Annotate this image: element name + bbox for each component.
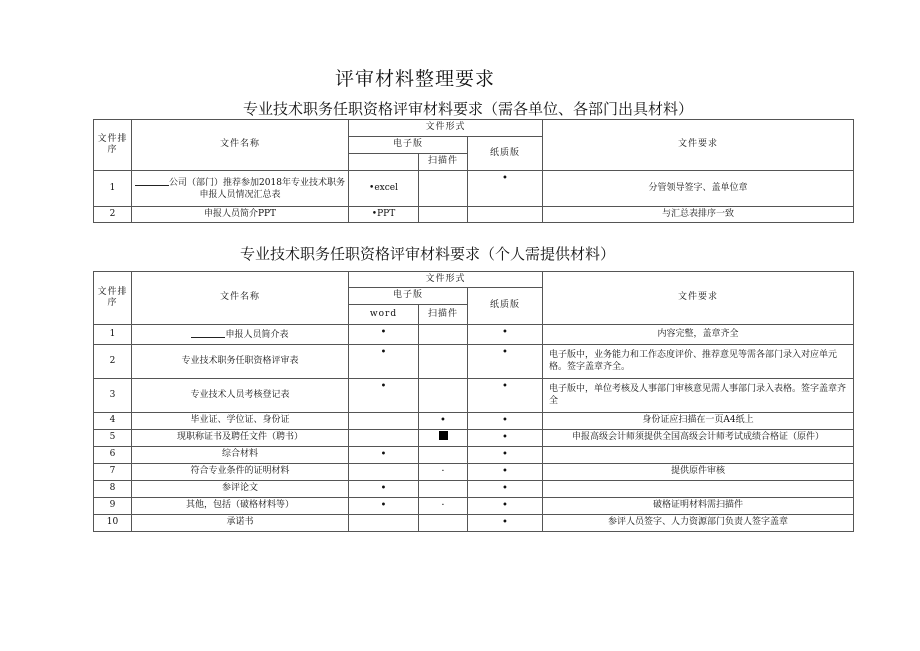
- table-row: [94, 345, 854, 379]
- row-scan: [419, 379, 468, 413]
- row-requirement: 分管领导签字、盖单位章: [543, 171, 854, 207]
- row-paper: •: [468, 481, 543, 498]
- header-seq: 文件排序: [94, 272, 132, 325]
- table-row: [94, 515, 854, 532]
- row-number: 2: [94, 207, 132, 223]
- row-paper: •: [468, 447, 543, 464]
- row-file-name: 综合材料: [132, 447, 349, 464]
- row-file-name: 申报人员简介表: [132, 325, 349, 345]
- row-requirement: 身份证应扫描在一页A4纸上: [543, 413, 854, 430]
- row-file-name: 其他，包括（破格材料等）: [132, 498, 349, 515]
- row-word: [349, 464, 419, 481]
- header-scan: 扫描件: [419, 305, 468, 325]
- row-number: 10: [94, 515, 132, 532]
- row-requirement: 电子版中，单位考核及人事部门审核意见需人事部门录入表格。签字盖章齐全: [543, 379, 854, 413]
- personal-materials-table: [93, 271, 854, 532]
- row-scan: [419, 207, 468, 223]
- row-file-name: 毕业证、学位证、身份证: [132, 413, 349, 430]
- fill-blank: [191, 328, 225, 338]
- row-scan: [419, 345, 468, 379]
- table-row: [94, 430, 854, 447]
- row-number: 5: [94, 430, 132, 447]
- row-paper: •: [468, 413, 543, 430]
- row-number: 2: [94, 345, 132, 379]
- row-word: •: [349, 481, 419, 498]
- filled-square-marker: [439, 431, 448, 440]
- table-row: [94, 379, 854, 413]
- row-number: 1: [94, 325, 132, 345]
- row-file-name: 现职称证书及聘任文件（聘书）: [132, 430, 349, 447]
- row-requirement: 参评人员签字、人力资源部门负责人签字盖章: [543, 515, 854, 532]
- row-requirement: 申报高级会计师须提供全国高级会计师考试成绩合格证（原件）: [543, 430, 854, 447]
- row-file-name: 符合专业条件的证明材料: [132, 464, 349, 481]
- header-electronic-blank: [349, 154, 419, 171]
- row-number: 1: [94, 171, 132, 207]
- row-paper: [468, 207, 543, 223]
- header-file-name: 文件名称: [132, 120, 349, 171]
- header-word: word: [349, 305, 419, 325]
- row-scan: ·: [419, 498, 468, 515]
- header-seq: 文件排序: [94, 120, 132, 171]
- row-file-name: 公司（部门）推荐参加2018年专业技术职务申报人员情况汇总表: [132, 171, 349, 207]
- header-file-req: 文件要求: [543, 272, 854, 325]
- row-paper: •: [468, 430, 543, 447]
- row-word: [349, 515, 419, 532]
- header-electronic: 电子版: [349, 137, 468, 154]
- row-number: 7: [94, 464, 132, 481]
- header-electronic: 电子版: [349, 288, 468, 305]
- header-scan: 扫描件: [419, 154, 468, 171]
- row-requirement: 内容完整，盖章齐全: [543, 325, 854, 345]
- header-file-form: 文件形式: [349, 120, 543, 137]
- row-scan: [419, 430, 468, 447]
- row-file-name: 参评论文: [132, 481, 349, 498]
- table-row: [94, 413, 854, 430]
- row-scan: [419, 447, 468, 464]
- row-requirement: 电子版中，业务能力和工作态度评价、推荐意见等需各部门录入对应单元格。签字盖章齐全。: [543, 345, 854, 379]
- table-row: [94, 447, 854, 464]
- fill-blank: [135, 176, 169, 186]
- row-word: •: [349, 379, 419, 413]
- table-row: [94, 464, 854, 481]
- header-file-form: 文件形式: [349, 272, 543, 288]
- row-paper: •: [468, 515, 543, 532]
- row-number: 9: [94, 498, 132, 515]
- row-paper: •: [468, 464, 543, 481]
- row-electronic: •excel: [349, 171, 419, 207]
- row-requirement: [543, 481, 854, 498]
- row-file-name: 承诺书: [132, 515, 349, 532]
- row-requirement: [543, 447, 854, 464]
- table-row: [94, 207, 854, 223]
- row-paper: •: [468, 345, 543, 379]
- header-file-name: 文件名称: [132, 272, 349, 325]
- row-paper: •: [468, 325, 543, 345]
- row-word: [349, 430, 419, 447]
- row-file-name: 专业技术职务任职资格评审表: [132, 345, 349, 379]
- row-requirement: 提供原件审核: [543, 464, 854, 481]
- row-word: •: [349, 498, 419, 515]
- row-scan: [419, 171, 468, 207]
- row-number: 3: [94, 379, 132, 413]
- row-number: 4: [94, 413, 132, 430]
- header-paper: 纸质版: [468, 288, 543, 325]
- table-row: [94, 498, 854, 515]
- header-paper: 纸质版: [468, 137, 543, 171]
- row-number: 8: [94, 481, 132, 498]
- row-scan: •: [419, 413, 468, 430]
- section2-title: 专业技术职务任职资格评审材料要求（个人需提供材料）: [240, 245, 616, 263]
- row-paper: •: [468, 498, 543, 515]
- row-file-name: 专业技术人员考核登记表: [132, 379, 349, 413]
- row-scan: ·: [419, 464, 468, 481]
- row-requirement: 与汇总表排序一致: [543, 207, 854, 223]
- header-file-req: 文件要求: [543, 120, 854, 171]
- table-row: [94, 481, 854, 498]
- row-scan: [419, 325, 468, 345]
- unit-materials-table: [93, 119, 854, 223]
- table-row: [94, 171, 854, 207]
- row-word: •: [349, 447, 419, 464]
- row-scan: [419, 515, 468, 532]
- row-paper: •: [468, 171, 543, 207]
- row-electronic: •PPT: [349, 207, 419, 223]
- table-row: [94, 325, 854, 345]
- row-file-name: 申报人员简介PPT: [132, 207, 349, 223]
- row-requirement: 破格证明材料需扫描件: [543, 498, 854, 515]
- section1-title: 专业技术职务任职资格评审材料要求（需各单位、各部门出具材料）: [243, 100, 694, 118]
- row-scan: [419, 481, 468, 498]
- row-number: 6: [94, 447, 132, 464]
- row-word: •: [349, 345, 419, 379]
- row-word: [349, 413, 419, 430]
- page-title: 评审材料整理要求: [335, 68, 496, 90]
- row-paper: •: [468, 379, 543, 413]
- row-word: •: [349, 325, 419, 345]
